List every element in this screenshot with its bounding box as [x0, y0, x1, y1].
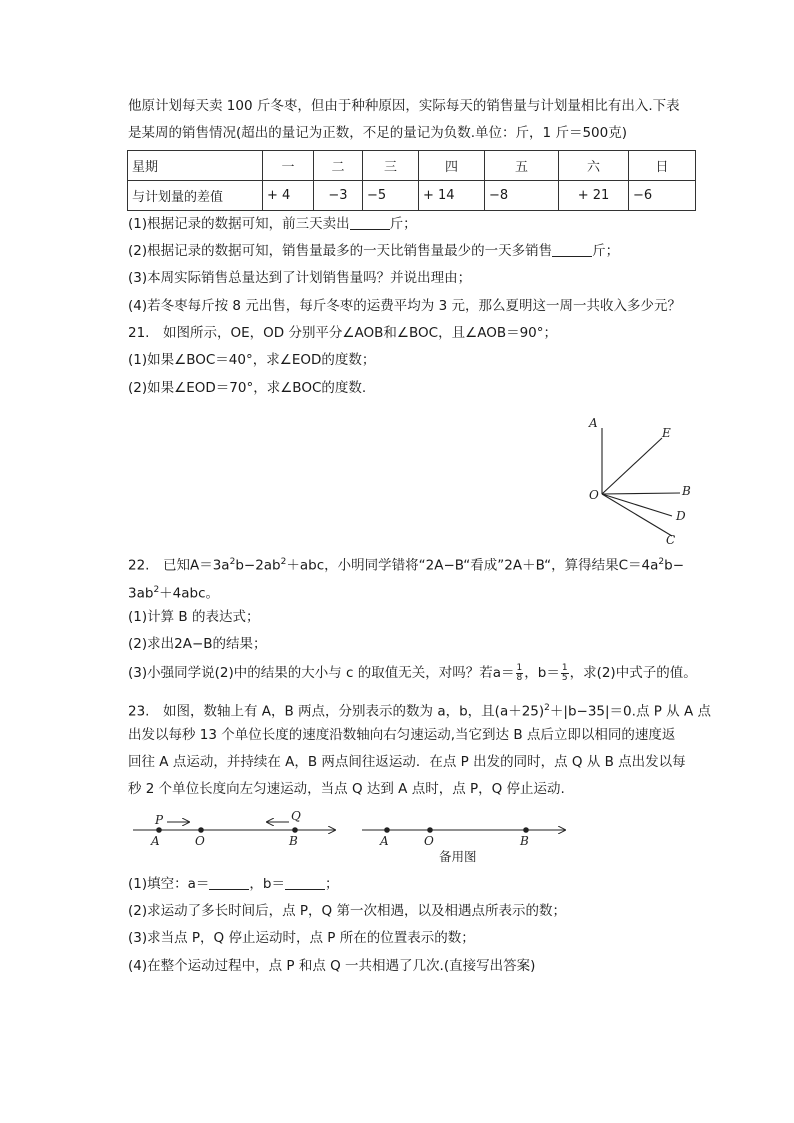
label-o: O: [424, 834, 434, 848]
point-o: [198, 827, 204, 833]
q20-part1: (1)根据记录的数据可知，前三天卖出 斤；: [128, 216, 417, 232]
table-header-cell: 六: [559, 151, 629, 181]
q21-stem: 21. 如图所示，OE，OD 分别平分∠AOB和∠BOC，且∠AOB＝90°；: [128, 325, 558, 341]
q23-stem-line1: 23. 如图，数轴上有 A，B 两点，分别表示的数为 a，b，且$(a+25)^2+|b-35|=0$.点 P 从 A 点: [128, 703, 711, 720]
point-a: [384, 827, 390, 833]
q23-part3: (3)求当点 P，Q 停止运动时，点 P 所在的位置表示的数；: [128, 930, 475, 946]
q20-intro-line2: 是某周的销售情况(超出的量记为正数，不足的量记为负数.单位：斤，1 斤＝500克): [128, 125, 627, 141]
table-header-cell: 一: [263, 151, 314, 181]
point-b: [523, 827, 529, 833]
label-e: E: [662, 426, 671, 440]
point-o: [427, 827, 433, 833]
table-header-cell: 五: [485, 151, 559, 181]
q22-part2: (2)求出2A−B的结果；: [128, 636, 267, 652]
fraction: $\frac{1}{5}$: [561, 662, 568, 683]
label-a: A: [151, 834, 160, 848]
fraction: $\frac{1}{8}$: [516, 662, 523, 683]
table-cell: 与计划量的差值: [128, 181, 263, 211]
q23-stem-line2: 出发以每秒 13 个单位长度的速度沿数轴向右匀速运动,当它到达 B 点后立即以相同的速度返: [128, 727, 676, 743]
ray-od: [602, 494, 672, 516]
q23-part4: (4)在整个运动过程中，点 P 和点 Q 一共相遇了几次.(直接写出答案): [128, 958, 536, 974]
label-b: B: [682, 484, 691, 498]
number-line-main: [133, 809, 335, 848]
number-line-figure: [125, 806, 585, 866]
q20-intro-line1: 他原计划每天卖 100 斤冬枣，但由于种种原因，实际每天的销售量与计划量相比有出入.下表: [128, 98, 680, 114]
q23-part2: (2)求运动了多长时间后，点 P，Q 第一次相遇，以及相遇点所表示的数；: [128, 903, 566, 919]
table-cell: + 21: [559, 181, 629, 211]
table-cell: −3: [314, 181, 363, 211]
table-header-cell: 二: [314, 151, 363, 181]
label-q: Q: [291, 809, 301, 823]
q22-part1: (1)计算 B 的表达式；: [128, 609, 260, 625]
answer-blank: [285, 875, 325, 890]
label-o: O: [195, 834, 205, 848]
answer-blank: [552, 242, 592, 257]
table-header-cell: 星期: [128, 151, 263, 181]
table-row: [128, 181, 696, 211]
q22-part3: (3)小强同学说(2)中的结果的大小与 c 的取值无关，对吗？若a＝ $\frac{1}{8}$ ，b＝ $\frac{1}{5}$ ，求(2)中式子的值。: [128, 662, 697, 683]
table-cell: −5: [363, 181, 419, 211]
ray-oc: [602, 494, 672, 536]
label-a: A: [380, 834, 389, 848]
ray-ob: [602, 493, 680, 494]
q21-part2: (2)如果∠EOD＝70°，求∠BOC的度数.: [128, 380, 367, 396]
q22-stem-line2: $3ab^2+4abc$。: [128, 585, 220, 602]
backup-figure-caption: 备用图: [439, 849, 477, 864]
answer-blank: [209, 875, 249, 890]
table-header-cell: 四: [419, 151, 485, 181]
label-p: P: [155, 813, 164, 827]
q23-stem-line4: 秒 2 个单位长度向左匀速运动，当点 Q 达到 A 点时，点 P，Q 停止运动.: [128, 781, 565, 797]
sales-table: [127, 150, 696, 211]
label-a: A: [589, 416, 598, 430]
ray-oe: [602, 438, 662, 494]
q23-stem-line3: 回往 A 点运动，并持续在 A，B 两点间往返运动．在点 P 出发的同时，点 Q 从 B 点出发以每: [128, 754, 686, 770]
angle-figure: [580, 410, 700, 550]
label-b: B: [520, 834, 529, 848]
q21-part1: (1)如果∠BOC＝40°，求∠EOD的度数；: [128, 352, 376, 368]
q20-part2: (2)根据记录的数据可知，销售量最多的一天比销售量最少的一天多销售 斤；: [128, 243, 620, 259]
q22-stem-line1: 22. 已知$A=3a^2b-2ab^2+abc$，小明同学错将“2A−B“看成”2A＋B“，算得结果$C=4a^2b-$: [128, 557, 685, 574]
label-c: C: [666, 533, 676, 547]
table-cell: −6: [629, 181, 696, 211]
q20-part4: (4)若冬枣每斤按 8 元出售，每斤冬枣的运费平均为 3 元，那么夏明这一周一共收入多少元？: [128, 298, 681, 314]
table-header-cell: 三: [363, 151, 419, 181]
q23-part1: (1)填空：a＝ ，b＝ ；: [128, 876, 339, 892]
answer-blank: [350, 215, 390, 230]
table-row: [128, 151, 696, 181]
label-d: D: [676, 509, 686, 523]
label-b: B: [289, 834, 298, 848]
table-header-cell: 日: [629, 151, 696, 181]
table-cell: −8: [485, 181, 559, 211]
number-line-backup: [362, 827, 565, 864]
label-o: O: [589, 488, 599, 502]
table-cell: + 4: [263, 181, 314, 211]
q20-part3: (3)本周实际销售总量达到了计划销售量吗？并说出理由；: [128, 270, 472, 286]
table-cell: + 14: [419, 181, 485, 211]
point-b: [292, 827, 298, 833]
point-a: [156, 827, 162, 833]
